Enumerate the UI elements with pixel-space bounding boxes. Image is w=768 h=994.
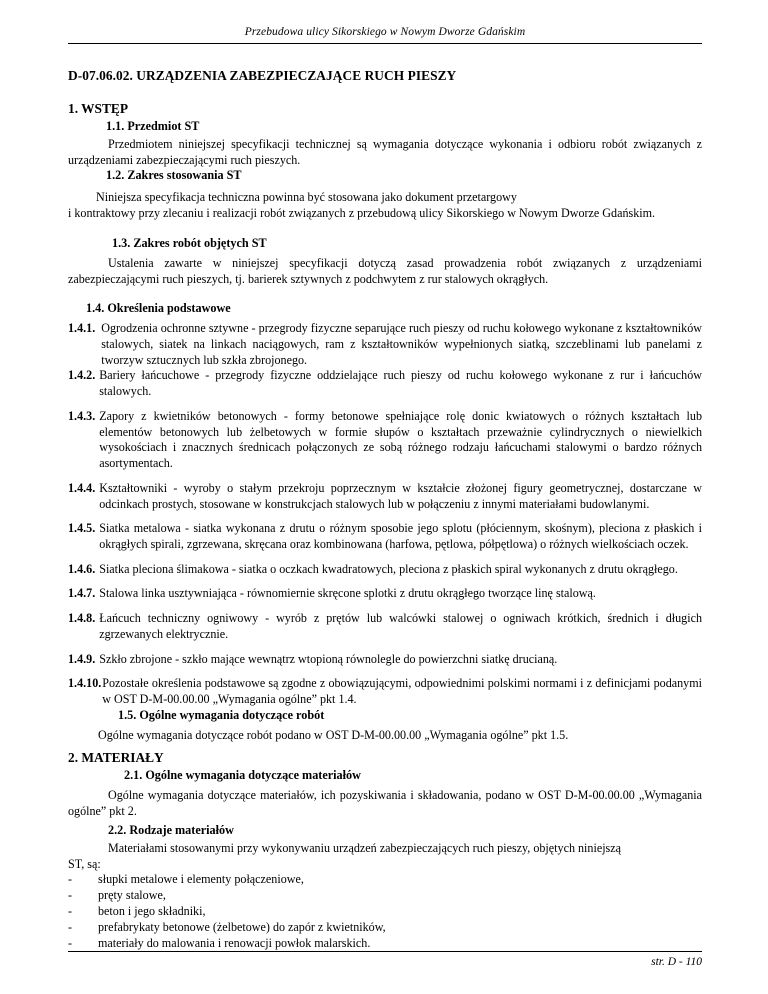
definition-number: 1.4.7. xyxy=(68,586,96,601)
definition-item xyxy=(68,676,702,707)
section-2-2-body-line2: ST, są: xyxy=(68,856,101,871)
definition-text: Siatka metalowa - siatka wykonana z drutu o różnym sposobie jego splotu (płóciennym, skośnym), pleciona z płaskich i okrągłych spirali, zgrzewana, skręcana oraz kombinowana (harfowa, pętlowa, półpętlowa) o różnych wielkościach oczek. xyxy=(99,521,702,551)
definition-item xyxy=(68,481,702,512)
section-heading-2-2: 2.2. Rodzaje materiałów xyxy=(108,822,234,837)
dash-bullet: - xyxy=(68,936,73,951)
dash-bullet: - xyxy=(68,888,73,903)
section-1-2-body-line2: i kontraktowy przy zlecaniu i realizacji robót związanych z przebudową ulicy Sikorskiego w Nowym Dworze Gdańskim. xyxy=(68,206,656,221)
section-heading-1-3: 1.3. Zakres robót objętych ST xyxy=(112,235,267,250)
list-item-label: prefabrykaty betonowe (żelbetowe) do zapór z kwietników, xyxy=(98,920,386,935)
definition-item xyxy=(68,586,702,602)
list-item xyxy=(68,904,702,920)
list-item-label: materiały do malowania i renowacji powłok malarskich. xyxy=(98,936,371,951)
list-item-label: słupki metalowe i elementy połączeniowe, xyxy=(98,872,304,887)
definition-number: 1.4.6. xyxy=(68,561,96,576)
list-item xyxy=(68,888,702,904)
section-1-1-body: Przedmiotem niniejszej specyfikacji technicznej są wymagania dotyczące wykonania i odbioru robót związanych z urządzeniami zabezpieczającymi ruch pieszych. xyxy=(68,137,702,167)
definition-text: Stalowa linka usztywniająca - równomiernie skręcone splotki z drutu okrągłego tworzące linę stalową. xyxy=(99,586,596,601)
footer-divider xyxy=(68,951,702,952)
definition-item xyxy=(68,611,702,642)
definition-number: 1.4.9. xyxy=(68,651,96,666)
section-heading-2-1: 2.1. Ogólne wymagania dotyczące materiałów xyxy=(124,768,361,783)
running-header: Przebudowa ulicy Sikorskiego w Nowym Dworze Gdańskim xyxy=(244,26,526,38)
definition-text: Pozostałe określenia podstawowe są zgodne z obowiązującymi, odpowiednimi polskimi normami i z definicjami podanymi w OST D-M-00.00.00 „Wymagania ogólne” pkt 1.4. xyxy=(102,676,702,706)
list-item-label: beton i jego składniki, xyxy=(98,904,206,919)
definition-item xyxy=(68,321,702,368)
list-item-label: pręty stalowe, xyxy=(98,888,166,903)
page-number: str. D - 110 xyxy=(651,956,702,968)
definition-text: Kształtowniki - wyroby o stałym przekroju poprzecznym w kształcie złożonej figury geometrycznej, dostarczane w odcinkach prostych, stosowane w konstrukcjach stalowych lub w połączeniu z innymi materiałami budowlanymi. xyxy=(99,480,702,511)
section-1-2-body-line1: Niniejsza specyfikacja techniczna powinna być stosowana jako dokument przetargowy xyxy=(96,190,517,205)
definition-item xyxy=(68,652,702,668)
list-item xyxy=(68,920,702,936)
definition-text: Łańcuch techniczny ogniwowy - wyrób z prętów lub walcówki stalowej o ogniwach krótkich, średnich i długich zgrzewanych elektrycznie. xyxy=(99,611,702,641)
definition-item xyxy=(68,409,702,472)
section-1-3-body: Ustalenia zawarte w niniejszej specyfikacji dotyczą zasad prowadzenia robót związanych z urządzeniami zabezpieczającymi ruch pieszych, tj. barierek sztywnych z podchwytem z rur stalowych okrągłych. xyxy=(68,255,702,286)
definition-number: 1.4.8. xyxy=(68,611,96,626)
dash-bullet: - xyxy=(68,872,73,887)
definition-number: 1.4.5. xyxy=(68,521,96,536)
section-heading-1-5: 1.5. Ogólne wymagania dotyczące robót xyxy=(118,707,325,722)
page-title: D-07.06.02. URZĄDZENIA ZABEZPIECZAJĄCE RUCH PIESZY xyxy=(68,68,457,83)
definition-number: 1.4.1. xyxy=(68,321,96,336)
definition-number: 1.4.2. xyxy=(68,368,96,383)
materials-list xyxy=(68,872,702,952)
definition-text: Siatka pleciona ślimakowa - siatka o oczkach kwadratowych, pleciona z płaskich spiral wykonanych z drutu okrągłego. xyxy=(99,561,678,576)
definition-item xyxy=(68,562,702,578)
page-footer xyxy=(68,951,702,968)
definition-text: Zapory z kwietników betonowych - formy betonowe spełniające rolę donic kwiatowych o różnych kształtach lub elementów betonowych lub żelbetowych w formie słupów o kształtach przeważnie cylindrycznych o niewielkich wysokościach i znacznych średnicach połączonych ze sobą różnego rodzaju łańcuchami stalowymi o bardzo różnych asortymentach. xyxy=(99,408,702,471)
section-heading-1-4: 1.4. Określenia podstawowe xyxy=(86,301,231,316)
definition-text: Szkło zbrojone - szkło mające wewnątrz wtopioną równolegle do powierzchni siatkę drucianą. xyxy=(99,651,558,666)
section-1-5-body: Ogólne wymagania dotyczące robót podano w OST D-M-00.00.00 „Wymagania ogólne” pkt 1.5. xyxy=(98,727,569,742)
section-2-1-body: Ogólne wymagania dotyczące materiałów, ich pozyskiwania i składowania, podano w OST D-M-00.00.00 „Wymagania ogólne” pkt 2. xyxy=(68,788,702,819)
list-item xyxy=(68,872,702,888)
definition-number: 1.4.3. xyxy=(68,408,96,423)
definition-item xyxy=(68,521,702,552)
definition-number: 1.4.4. xyxy=(68,480,96,495)
section-heading-1: 1. WSTĘP xyxy=(68,101,129,116)
section-heading-1-2: 1.2. Zakres stosowania ST xyxy=(106,168,242,183)
header-divider xyxy=(68,43,702,44)
section-heading-1-1: 1.1. Przedmiot ST xyxy=(106,119,200,133)
section-2-2-body-line1: Materiałami stosowanymi przy wykonywaniu urządzeń zabezpieczających ruch pieszy, objętych niniejszą xyxy=(108,840,621,855)
list-item xyxy=(68,936,702,952)
dash-bullet: - xyxy=(68,920,73,935)
definition-text: Bariery łańcuchowe - przegrody fizyczne oddzielające ruch pieszy od ruchu kołowego wykonane z rur i łańcuchów stalowych. xyxy=(99,368,702,399)
definition-number: 1.4.10. xyxy=(68,676,102,691)
dash-bullet: - xyxy=(68,904,73,919)
definition-item xyxy=(68,368,702,399)
definition-text: Ogrodzenia ochronne sztywne - przegrody fizyczne separujące ruch pieszy od ruchu kołowego wykonane z kształtowników stalowych, siatek na linkach naciągowych, ram z kształtowników wypełnionych siatką, szczeblinami lub panelami z tworzyw sztucznych lub szkła zbrojonego. xyxy=(101,321,702,367)
section-heading-2: 2. MATERIAŁY xyxy=(68,750,164,766)
